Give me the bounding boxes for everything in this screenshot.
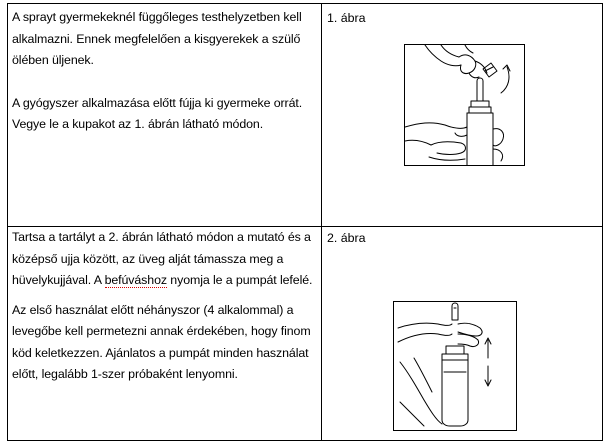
row2-paragraph-1-end: nyomja le a pumpát lefelé. <box>166 273 313 287</box>
row1-paragraph-1: A sprayt gyermekeknél függőleges testhelyzetben kell alkalmazni. Ennek megfelelően a kisgyerekek a szülő ölében üljenek. <box>12 10 302 67</box>
row2-text-cell <box>12 227 316 386</box>
column-divider <box>321 3 322 441</box>
spellcheck-marked-word: befúváshoz <box>104 273 167 287</box>
row2-paragraph-1-start: Tartsa a tartályt a 2. ábrán látható módon a mutató és a középső ujja között, az üveg alját támassza meg a hüvelykujjával. A <box>12 230 311 287</box>
row2-paragraph-2: Az első használat előtt néhányszor (4 alkalommal) a levegőbe kell permetezni annak érdekében, hogy finom köd keletkezzen. Ajánlatos a pumpát minden használat előtt, legalább 1-szer próbaként lenyomni. <box>12 302 311 381</box>
figure-1-label: 1. ábra <box>327 11 366 25</box>
figure-2-label: 2. ábra <box>327 231 366 245</box>
row1-text-cell <box>12 7 316 136</box>
figure-2-illustration <box>393 301 517 431</box>
row1-paragraph-2: A gyógyszer alkalmazása előtt fújja ki gyermeke orrát. Vegye le a kupakot az 1. ábrán látható módon. <box>12 95 303 131</box>
figure-1-illustration <box>404 44 525 166</box>
row2-paragraph-1 <box>12 227 316 292</box>
